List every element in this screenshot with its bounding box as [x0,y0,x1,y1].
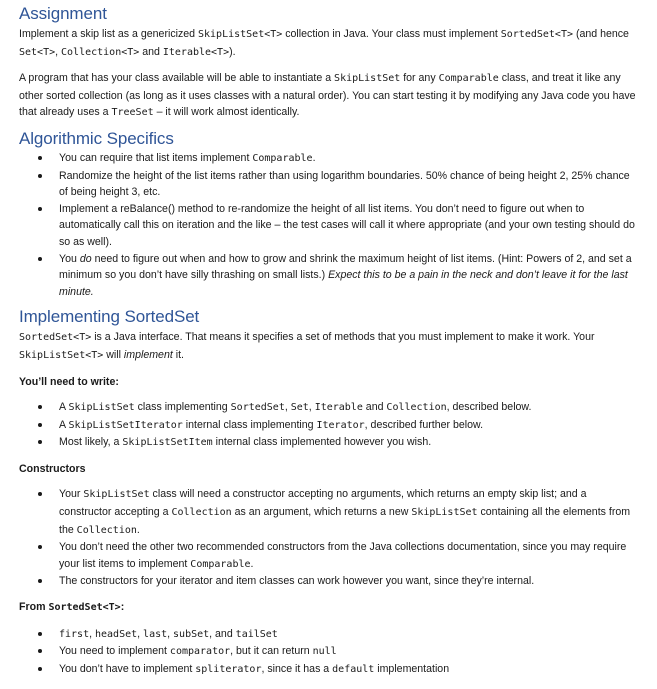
text-run: You [59,252,80,265]
text-run: do [79,252,92,265]
code-text: null [312,646,337,658]
text-run: implementation [374,662,450,675]
text-run: A [59,418,69,431]
assignment-paragraph-2 [19,70,637,122]
code-text: spliterator [195,663,262,675]
constructors-list-item [36,573,637,590]
algorithmic-list-item [36,150,637,168]
need-to-write-list [36,399,637,452]
text-run: class, and treat it like any other sorted collection (as long as it uses classes with a natural order). You can start testing it by modifying any Java code you have that already uses a [19,72,636,119]
need-to-write-list-item [36,417,637,435]
text-run: , [167,627,174,640]
text-run: it. [172,348,184,361]
code-text: Comparable [190,558,251,570]
text-run: as an argument, which returns a new [231,506,412,519]
code-text: headSet [95,628,138,640]
code-text: SortedSet [230,402,285,414]
need-to-write-list-item [36,399,637,417]
text-run: collection in Java. Your class must implement [282,28,501,40]
text-run: , [308,401,315,414]
text-run: will [103,348,124,361]
code-text: SkipListSet<T> [19,349,104,361]
code-text: Iterable<T> [162,46,230,58]
code-text: Set<T> [19,46,56,58]
text-run: : [120,601,125,614]
code-text: SkipListSet [334,73,401,85]
code-text: Collection [76,524,137,536]
text-run: internal class implementing [182,418,317,431]
code-text: Iterable [314,402,363,414]
text-run: Your [59,488,84,501]
text-run: Expect this to be a pain in the neck and don’t leave it for the last minute. [59,269,628,298]
text-run: – it will work almost identically. [153,106,300,119]
text-run: Randomize the height of the list items rather than using logarithm boundaries. 50% chance of being height 2, 25% chance of being height 3, etc. [59,169,630,199]
algorithmic-list-item [36,201,637,251]
text-run: , described below. [446,401,532,414]
constructors-label: Constructors [19,462,86,475]
code-text: default [332,663,375,675]
text-run: ). [229,45,236,58]
heading-assignment: Assignment [19,4,107,23]
need-to-write-label: You’ll need to write: [19,375,119,388]
code-text: Comparable [252,152,313,164]
algorithmic-list [36,150,637,300]
text-run: You don’t need the other two recommended constructors from the Java collections documentation, since you may require your list items to implement [59,541,627,570]
text-run: , but it can return [230,645,313,658]
text-run: for any [400,72,439,85]
code-text: SkipListSet [411,507,478,519]
text-run: , described further below. [364,418,484,431]
code-text: SkipListSetIterator [68,419,183,431]
text-run: . [312,151,316,164]
text-run: and [362,401,387,414]
code-text: SortedSet<T> [500,29,573,40]
code-text: SkipListSet [83,489,150,501]
code-text: Collection<T> [61,46,140,58]
heading-implementing-sortedset: Implementing SortedSet [19,307,200,327]
from-sortedset-label [19,599,637,617]
constructors-list-item [36,539,637,573]
text-run: , [89,627,95,640]
text-run: , [55,45,62,58]
text-run: need to figure out when and how to grow and shrink the maximum height of list items. (Hint: Powers of 2, and set a minimum so you don’t have silly thrashing on small lists.) [59,252,632,282]
text-run: (and hence [573,28,629,40]
code-text: Set [290,402,309,414]
from-sortedset-list-item [36,643,637,661]
code-text: SkipListSet [68,402,135,414]
constructors-list-item [36,486,637,539]
code-text: comparator [169,646,231,658]
text-run: , [137,627,144,640]
code-text: subSet [173,628,210,640]
code-text: SortedSet<T> [19,332,92,344]
constructors-list [36,486,637,590]
text-run: implement [123,348,173,361]
code-text: SkipListSet<T> [198,29,283,40]
code-text: Iterator [316,419,365,431]
from-sortedset-list-item [36,661,637,679]
text-run: . [136,523,140,536]
text-run: From [19,601,49,614]
code-text: first [59,628,90,640]
text-run: . [250,557,254,570]
text-run: You can require that list items implement [59,151,253,164]
text-run: class will need a constructor accepting no arguments, which returns an empty skip list; and a constructor accepting a [59,488,587,519]
code-text: TreeSet [111,107,154,119]
text-run: You don’t have to implement [59,662,196,675]
text-run: Implement a skip list as a genericized [19,28,198,40]
text-run: class implementing [134,401,231,414]
code-text: SkipListSetItem [122,437,213,449]
assignment-paragraph-1 [19,26,637,61]
code-text: SortedSet<T> [48,602,121,614]
code-text: last [143,628,168,640]
text-run: , since it has a [261,662,333,675]
text-run: Most likely, a [59,436,123,449]
algorithmic-list-item [36,251,637,301]
text-run: , [284,401,291,414]
text-run: and [139,45,163,58]
code-text: Comparable [438,73,499,85]
text-run: A [59,401,69,414]
from-sortedset-list-item [36,626,637,644]
text-run: internal class implemented however you wish. [212,436,432,449]
need-to-write-list-item [36,434,637,452]
text-run: is a Java interface. That means it specifies a set of methods that you must implement to make it work. Your [91,331,595,344]
text-run: You need to implement [59,645,170,658]
from-sortedset-list [36,626,637,679]
algorithmic-list-item [36,168,637,201]
text-run: , and [209,627,236,640]
text-run: A program that has your class available will be able to instantiate a [19,72,335,85]
text-run: The constructors for your iterator and item classes can work however you want, since they’re internal. [59,575,535,588]
code-text: Collection [171,507,232,519]
code-text: tailSet [235,628,278,640]
code-text: Collection [386,402,447,414]
heading-algorithmic-specifics: Algorithmic Specifics [19,128,174,148]
implementing-paragraph-1 [19,329,637,364]
text-run: Implement a reBalance() method to re-randomize the height of all list items. You don’t need to figure out when to automatically call this on iteration and the like – the test cases will call it where appropriate (and your own testing should do so as well). [59,202,635,248]
text-run: containing all the elements from the [59,506,631,536]
